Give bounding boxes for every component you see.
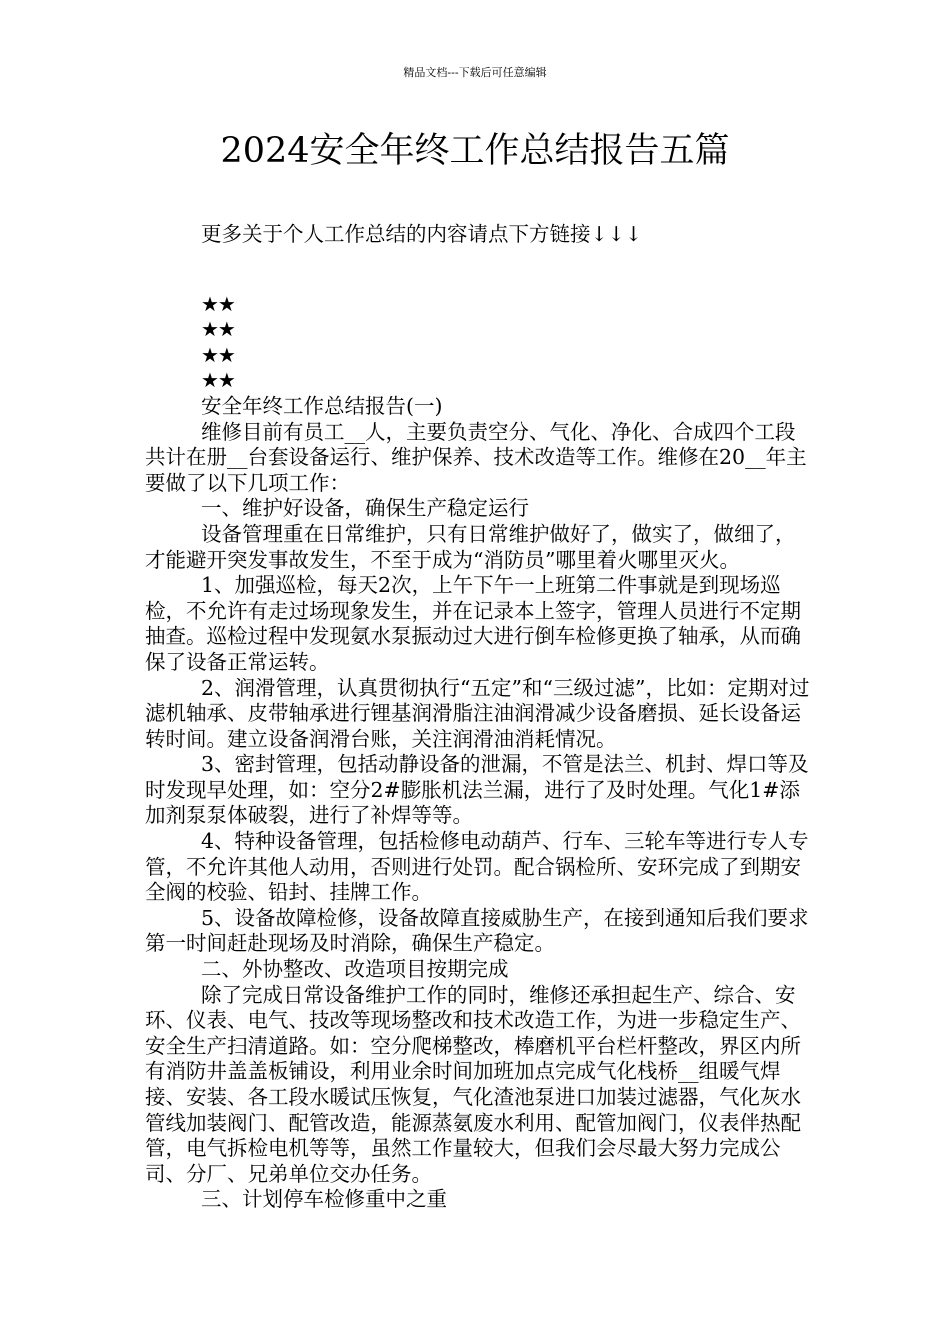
star-row: ★★ [201,317,235,342]
star-row: ★★ [201,368,235,393]
subheading: 三、计划停车检修重中之重 [201,1187,447,1212]
document-title: 2024安全年终工作总结报告五篇 [220,131,730,171]
star-row: ★★ [201,291,235,316]
header-note: 精品文档---下载后可任意编辑 [403,66,547,79]
subheading: 一、维护好设备，确保生产稳定运行 [201,496,529,521]
paragraph: 2、润滑管理，认真贯彻执行“五定”和“三级过滤”，比如：定期对过滤机轴承、皮带轴承进行锂基润滑脂注油润滑减少设备磨损、延长设备运转时间。建立设备润滑台账，关注润滑油消耗情况。 [145,675,810,751]
paragraph: 除了完成日常设备维护工作的同时，维修还承担起生产、综合、安环、仪表、电气、技改等现场整改和技术改造工作，为进一步稳定生产、安全生产扫清道路。如：空分爬梯整改，棒磨机平台栏杆整改，界区内所有消防井盖盖板铺设，利用业余时间加班加点完成气化栈桥__组暖气焊接、安装、各工段水暖试压恢复，气化渣池泵进口加装过滤器，气化灰水管线加装阀门、配管改造，能源蒸氨废水利用、配管加阀门，仪表伴热配管，电气拆检电机等等，虽然工作量较大，但我们会尽最大努力完成公司、分厂、兄弟单位交办任务。 [145,982,801,1186]
paragraph: 设备管理重在日常维护，只有日常维护做好了，做实了，做细了，才能避开突发事故发生，不至于成为“消防员”哪里着火哪里灭火。 [145,521,796,572]
paragraph: 3、密封管理，包括动静设备的泄漏，不管是法兰、机封、焊口等及时发现早处理，如：空分2#膨胀机法兰漏，进行了及时处理。气化1#添加剂泵泵体破裂，进行了补焊等等。 [145,752,809,828]
paragraph: 1、加强巡检，每天2次，上午下午一上班第二件事就是到现场巡检，不允许有走过场现象发生，并在记录本上签字，管理人员进行不定期抽查。巡检过程中发现氨水泵振动过大进行倒车检修更换了轴承，从而确保了设备正常运转。 [145,573,801,674]
paragraph: 维修目前有员工__人，主要负责空分、气化、净化、合成四个工段共计在册__台套设备运行、维护保养、技术改造等工作。维修在20__年主要做了以下几项工作： [145,419,807,495]
paragraph: 4、特种设备管理，包括检修电动葫芦、行车、三轮车等进行专人专管，不允许其他人动用，否则进行处罚。配合锅检所、安环完成了到期安全阀的校验、铅封、挂牌工作。 [145,829,809,905]
star-row: ★★ [201,342,235,367]
section-title: 安全年终工作总结报告(一) [201,393,443,418]
subheading: 二、外协整改、改造项目按期完成 [201,957,509,982]
more-link-text[interactable]: 更多关于个人工作总结的内容请点下方链接↓↓↓ [201,222,643,246]
document-body [145,222,810,1213]
paragraph: 5、设备故障检修，设备故障直接威胁生产，在接到通知后我们要求第一时间赶赴现场及时消除，确保生产稳定。 [145,905,809,956]
